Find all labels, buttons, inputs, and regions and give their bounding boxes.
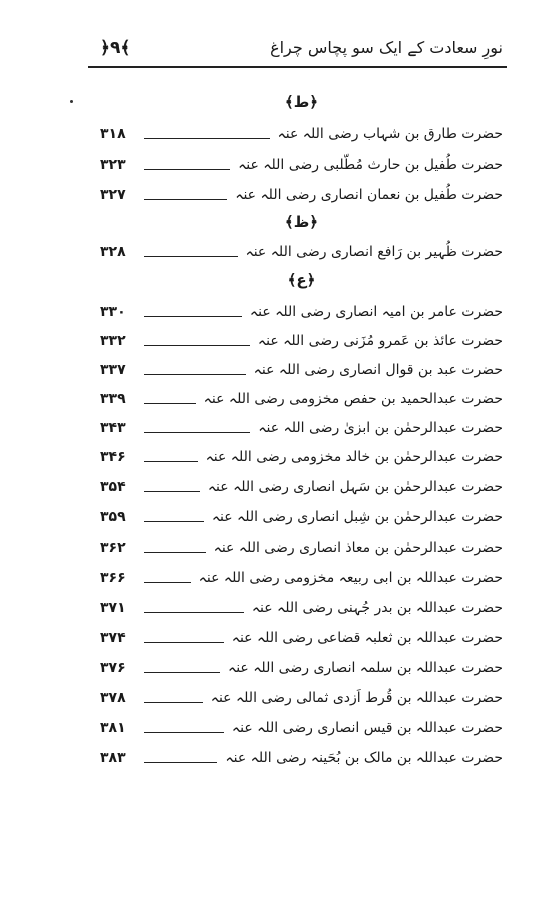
- toc-entry[interactable]: [100, 237, 503, 263]
- section-letter: ﴿ظ﴾: [284, 213, 319, 231]
- leader-line: [144, 672, 220, 673]
- page-header: [100, 26, 503, 68]
- entry-page: ۳۲۷: [100, 187, 126, 203]
- entry-title: حضرت ظُہیر بن رَافع انصاری رضی اللہ عنہ: [245, 244, 503, 260]
- stray-mark: [70, 100, 73, 103]
- toc-entry[interactable]: [100, 713, 503, 739]
- toc-entry[interactable]: [100, 297, 503, 323]
- entry-title: حضرت عبدالرحمٰن بن خالد مخزومی رضی اللہ عنہ: [205, 449, 503, 465]
- entry-title: حضرت عبدالحمید بن حفص مخزومی رضی اللہ عنہ: [203, 391, 503, 407]
- entry-title: حضرت عبداللہ بن سلمہ انصاری رضی اللہ عنہ: [228, 660, 503, 676]
- leader-line: [144, 732, 224, 733]
- toc-entry[interactable]: [100, 653, 503, 679]
- toc-entry[interactable]: [100, 593, 503, 619]
- toc-entry[interactable]: [100, 180, 503, 206]
- entry-page: ۳۵۴: [100, 479, 126, 495]
- entry-page: ۳۵۹: [100, 509, 126, 525]
- toc-entry[interactable]: [100, 563, 503, 589]
- entry-title: حضرت عبداللہ بن مالک بن بُحَینہ رضی اللہ عنہ: [225, 750, 503, 766]
- toc-entry[interactable]: [100, 743, 503, 769]
- entry-title: حضرت عبداللہ بن قُرط اَزدی ثمالی رضی اللہ عنہ: [210, 690, 503, 706]
- toc-entry[interactable]: [100, 472, 503, 498]
- entry-page: ۳۳۷: [100, 362, 126, 378]
- leader-line: [144, 199, 227, 200]
- entry-title: حضرت طُفیل بن نعمان انصاری رضی اللہ عنہ: [235, 187, 503, 203]
- entry-title: حضرت عبداللہ بن ثعلبہ قضاعی رضی اللہ عنہ: [231, 630, 503, 646]
- toc-entry[interactable]: [100, 413, 503, 439]
- entry-page: ۳۲۸: [100, 244, 126, 260]
- entry-page: ۳۳۹: [100, 391, 126, 407]
- toc-entry[interactable]: [100, 683, 503, 709]
- toc-entry[interactable]: [100, 502, 503, 528]
- toc-entry[interactable]: [100, 442, 503, 468]
- section-letter: ﴿ع﴾: [287, 271, 316, 289]
- toc-entry[interactable]: [100, 355, 503, 381]
- header-rule: [88, 66, 507, 68]
- entry-title: حضرت عبد بن قوال انصاری رضی اللہ عنہ: [253, 362, 503, 378]
- entry-title: حضرت عبداللہ بن قیس انصاری رضی اللہ عنہ: [231, 720, 503, 736]
- leader-line: [144, 138, 270, 139]
- section-heading-ain: [100, 266, 503, 294]
- entry-page: ۳۷۶: [100, 660, 126, 676]
- leader-line: [144, 256, 238, 257]
- entry-title: حضرت عبداللہ بن بدر جُہنی رضی اللہ عنہ: [251, 600, 503, 616]
- entry-title: حضرت عبدالرحمٰن بن شِبل انصاری رضی اللہ عنہ: [211, 509, 503, 525]
- leader-line: [144, 432, 250, 433]
- leader-line: [144, 345, 250, 346]
- entry-page: ۳۸۱: [100, 720, 126, 736]
- leader-line: [144, 582, 191, 583]
- entry-page: ۳۱۸: [100, 126, 126, 142]
- section-heading-zoe: [100, 208, 503, 236]
- toc-entry[interactable]: [100, 623, 503, 649]
- entry-page: ۳۴۳: [100, 420, 126, 436]
- page-number: ﴿۹﴾: [100, 37, 131, 58]
- entry-title: حضرت عبداللہ بن ابی ربیعہ مخزومی رضی اللہ عنہ: [198, 570, 503, 586]
- leader-line: [144, 612, 244, 613]
- toc-entry[interactable]: [100, 326, 503, 352]
- entry-page: ۳۸۳: [100, 750, 126, 766]
- entry-page: ۳۴۶: [100, 449, 126, 465]
- entry-page: ۳۳۲: [100, 333, 126, 349]
- entry-page: ۳۷۴: [100, 630, 126, 646]
- leader-line: [144, 169, 230, 170]
- leader-line: [144, 461, 198, 462]
- entry-title: حضرت عبدالرحمٰن بن ابزیٰ رضی اللہ عنہ: [258, 420, 503, 436]
- section-heading-toe: [100, 88, 503, 116]
- entry-title: حضرت طُفیل بن حارث مُطّلبی رضی اللہ عنہ: [238, 157, 503, 173]
- leader-line: [144, 762, 217, 763]
- toc-entry[interactable]: [100, 533, 503, 559]
- toc-entry[interactable]: [100, 150, 503, 176]
- entry-page: ۳۷۸: [100, 690, 126, 706]
- entry-title: حضرت عبدالرحمٰن بن معاذ انصاری رضی اللہ عنہ: [213, 540, 503, 556]
- entry-title: حضرت عامر بن امیہ انصاری رضی اللہ عنہ: [249, 304, 503, 320]
- entry-page: ۳۳۰: [100, 304, 126, 320]
- leader-line: [144, 642, 224, 643]
- running-title: نورِ سعادت کے ایک سو پچاس چراغ: [270, 37, 503, 57]
- entry-title: حضرت طارق بن شہاب رضی اللہ عنہ: [277, 126, 503, 142]
- toc-entry[interactable]: [100, 119, 503, 145]
- entry-page: ۳۲۳: [100, 157, 126, 173]
- leader-line: [144, 491, 200, 492]
- toc-entry[interactable]: [100, 384, 503, 410]
- entry-page: ۳۷۱: [100, 600, 126, 616]
- entry-page: ۳۶۶: [100, 570, 126, 586]
- leader-line: [144, 521, 204, 522]
- section-letter: ﴿ط﴾: [284, 93, 319, 111]
- entry-title: حضرت عائذ بن عَمرو مُزَنی رضی اللہ عنہ: [257, 333, 503, 349]
- leader-line: [144, 552, 206, 553]
- entry-page: ۳۶۲: [100, 540, 126, 556]
- leader-line: [144, 702, 203, 703]
- leader-line: [144, 403, 196, 404]
- entry-title: حضرت عبدالرحمٰن بن سَہل انصاری رضی اللہ عنہ: [207, 479, 503, 495]
- leader-line: [144, 316, 242, 317]
- leader-line: [144, 374, 246, 375]
